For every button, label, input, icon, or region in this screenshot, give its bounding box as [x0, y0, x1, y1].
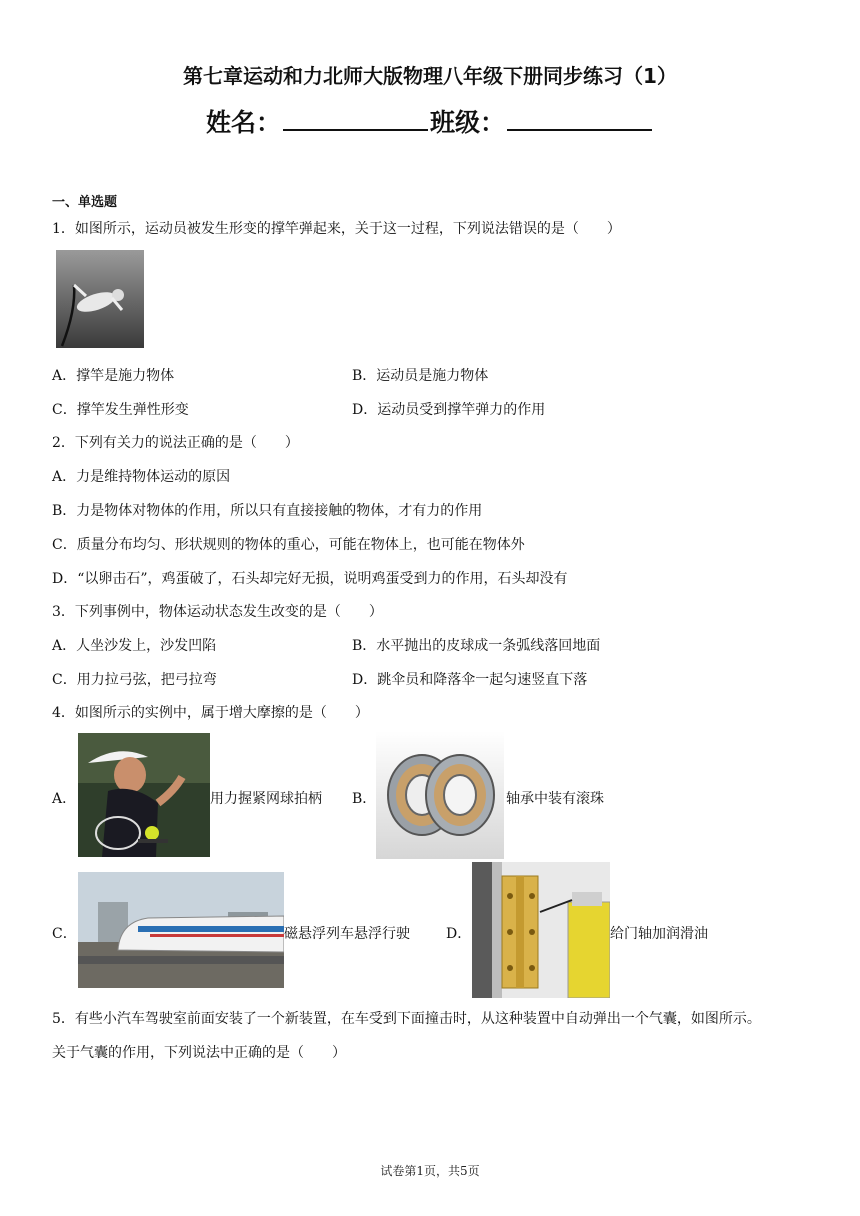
q1-stem: 1．如图所示，运动员被发生形变的撑竿弹起来，关于这一过程，下列说法错误的是（ ） — [52, 221, 621, 237]
q2-option-b: B．力是物体对物体的作用，所以只有直接接触的物体，才有力的作用 — [52, 503, 483, 519]
q5-stem-line2: 关于气囊的作用，下列说法中正确的是（ ） — [52, 1045, 346, 1061]
q2-option-d: D．“以卵击石”，鸡蛋破了，石头却完好无损，说明鸡蛋受到力的作用，石头却没有 — [52, 571, 568, 587]
q4-option-b-letter: B． — [352, 791, 377, 807]
q1-option-c: C．撑竿发生弹性形变 — [52, 402, 189, 418]
q1-option-b: B．运动员是施力物体 — [352, 368, 489, 384]
pole-vault-image — [56, 250, 144, 348]
q4-option-c-letter: C． — [52, 926, 77, 942]
door-hinge-image — [472, 862, 610, 998]
q3-option-d: D．跳伞员和降落伞一起匀速竖直下落 — [352, 672, 588, 688]
q4-stem: 4．如图所示的实例中，属于增大摩擦的是（ ） — [52, 705, 369, 721]
maglev-train-image — [78, 872, 284, 988]
name-class-row — [0, 103, 860, 139]
q2-stem: 2．下列有关力的说法正确的是（ ） — [52, 435, 299, 451]
q3-option-c: C．用力拉弓弦，把弓拉弯 — [52, 672, 217, 688]
q3-option-a: A．人坐沙发上，沙发凹陷 — [52, 638, 217, 654]
page-title: 第七章运动和力北师大版物理八年级下册同步练习（1） — [183, 64, 677, 88]
name-label: 姓名： — [205, 108, 281, 137]
q4-option-a-text: 用力握紧网球拍柄 — [210, 791, 322, 807]
q4-option-b-text: 轴承中装有滚珠 — [506, 791, 604, 807]
q1-option-a: A．撑竿是施力物体 — [52, 368, 175, 384]
q2-option-c: C．质量分布均匀、形状规则的物体的重心，可能在物体上，也可能在物体外 — [52, 537, 525, 553]
q4-option-d-text: 给门轴加润滑油 — [610, 926, 708, 942]
section-heading: 一、单选题 — [52, 195, 118, 210]
name-blank — [283, 107, 428, 131]
q1-option-d: D．运动员受到撑竿弹力的作用 — [352, 402, 546, 418]
bearing-image — [376, 731, 504, 859]
class-label: 班级： — [430, 108, 506, 137]
class-blank — [507, 107, 652, 131]
q2-option-a: A．力是维持物体运动的原因 — [52, 469, 231, 485]
q5-stem-line1: 5．有些小汽车驾驶室前面安装了一个新装置，在车受到下面撞击时，从这种装置中自动弹出一个气囊，如图所示。 — [52, 1011, 761, 1027]
q3-option-b: B．水平抛出的皮球成一条弧线落回地面 — [352, 638, 601, 654]
tennis-player-image — [78, 733, 210, 857]
page-footer: 试卷第1页，共5页 — [380, 1164, 480, 1178]
q3-stem: 3．下列事例中，物体运动状态发生改变的是（ ） — [52, 604, 383, 620]
q4-option-a-letter: A． — [52, 791, 77, 807]
q4-option-d-letter: D． — [446, 926, 472, 942]
q4-option-c-text: 磁悬浮列车悬浮行驶 — [284, 926, 410, 942]
